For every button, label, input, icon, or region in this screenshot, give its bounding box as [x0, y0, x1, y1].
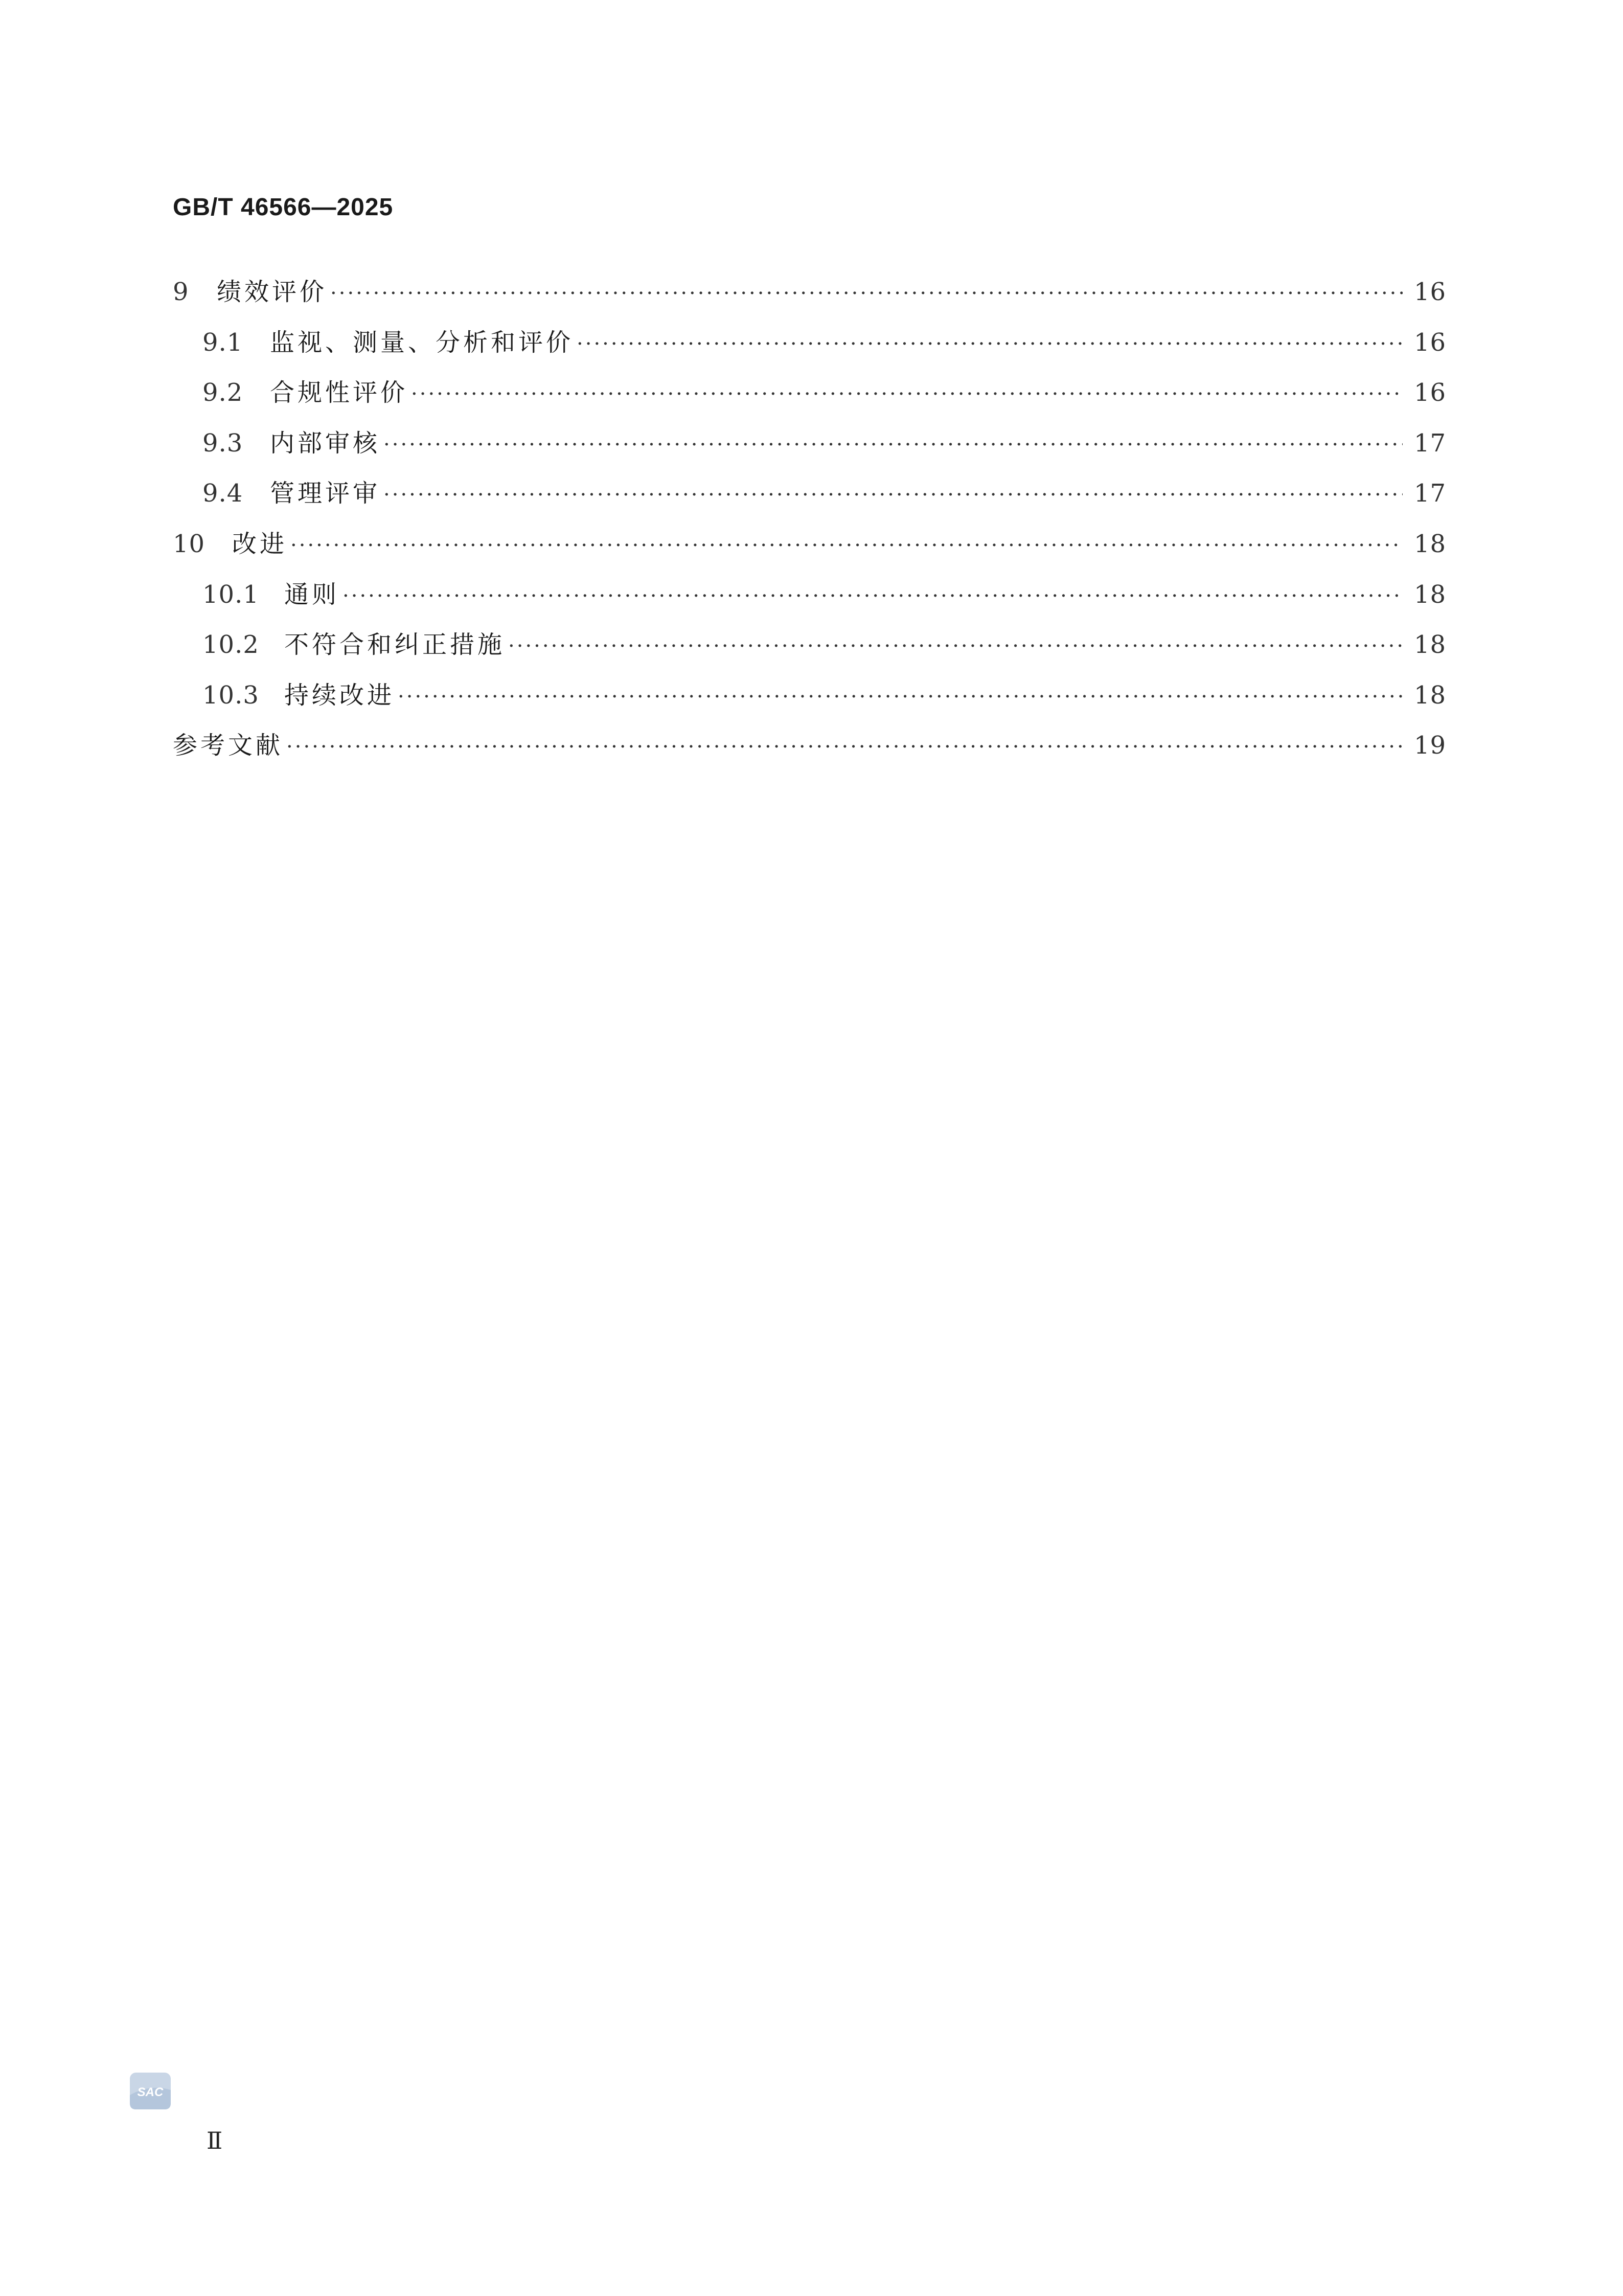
toc-entry-title: 不符合和纠正措施 [284, 630, 506, 660]
toc-entry-number: 9 [173, 278, 189, 306]
toc-entry-number: 9.2 [202, 378, 243, 407]
toc-entry-title: 监视、测量、分析和评价 [270, 328, 574, 357]
toc-entry[interactable] [173, 418, 1447, 469]
toc-entry-title: 改进 [232, 529, 288, 558]
toc-entry-page: 19 [1414, 731, 1447, 760]
toc-entry[interactable] [173, 368, 1447, 418]
dot-leader [508, 621, 1403, 672]
toc-entry-page: 18 [1414, 529, 1447, 558]
table-of-contents [173, 267, 1447, 771]
toc-entry-number: 10.1 [202, 580, 259, 609]
dot-leader [383, 420, 1403, 470]
dot-leader [286, 722, 1403, 772]
dot-leader [330, 268, 1403, 319]
dot-leader [383, 470, 1403, 520]
toc-entry-title: 通则 [284, 580, 340, 609]
toc-entry[interactable] [173, 720, 1447, 771]
dot-leader [342, 571, 1403, 622]
toc-entry[interactable] [173, 317, 1447, 368]
standard-code: GB/T 46566—2025 [173, 194, 394, 221]
toc-entry-title: 持续改进 [284, 680, 395, 710]
dot-leader [411, 369, 1403, 420]
toc-entry-page: 16 [1414, 278, 1447, 306]
sac-logo [128, 2070, 173, 2112]
toc-entry-title: 内部审核 [270, 428, 381, 458]
toc-entry-number: 10.2 [202, 630, 259, 660]
toc-entry-page: 16 [1414, 328, 1447, 357]
toc-entry-number: 9.1 [202, 328, 243, 357]
dot-leader [398, 672, 1403, 722]
toc-entry-number: 10 [173, 529, 205, 558]
dot-leader [577, 319, 1403, 370]
toc-entry-page: 18 [1414, 630, 1447, 660]
toc-entry-number: 9.4 [202, 479, 243, 508]
toc-entry-title: 参考文献 [173, 731, 284, 760]
toc-entry-page: 18 [1414, 680, 1447, 710]
page-number: Ⅱ [207, 2127, 223, 2154]
toc-entry[interactable] [173, 519, 1447, 570]
toc-entry-title: 管理评审 [270, 479, 381, 508]
toc-entry-number: 9.3 [202, 428, 243, 458]
toc-entry-page: 16 [1414, 378, 1447, 407]
toc-entry-page: 17 [1414, 479, 1447, 508]
toc-entry[interactable] [173, 620, 1447, 670]
toc-entry-title: 合规性评价 [270, 378, 408, 407]
toc-entry-page: 18 [1414, 580, 1447, 609]
svg-text:SAC: SAC [137, 2085, 164, 2099]
toc-entry[interactable] [173, 267, 1447, 317]
toc-entry-number: 10.3 [202, 680, 259, 710]
dot-leader [290, 520, 1403, 571]
toc-entry[interactable] [173, 670, 1447, 721]
toc-entry-title: 绩效评价 [217, 278, 328, 306]
toc-entry[interactable] [173, 468, 1447, 519]
toc-entry-page: 17 [1414, 428, 1447, 458]
toc-entry[interactable] [173, 570, 1447, 620]
